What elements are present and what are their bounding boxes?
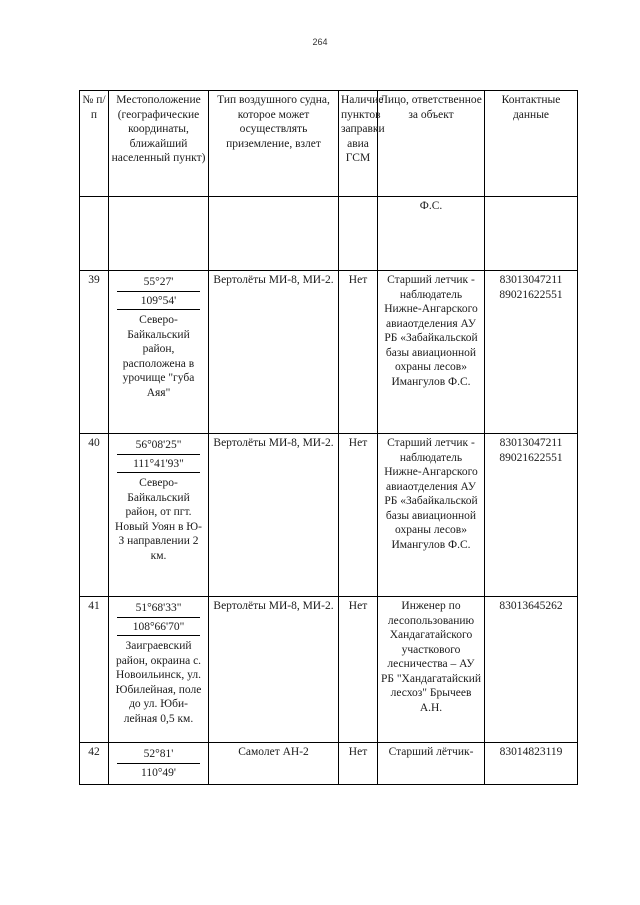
fuel-availability: Нет [339, 271, 378, 434]
page-number: 264 [312, 37, 328, 47]
aircraft-type: Самолет АН-2 [209, 743, 339, 785]
contact-phone: 83013047211 [499, 274, 563, 286]
contact-cell [485, 271, 578, 434]
aircraft-type: Вертолёты МИ-8, МИ-2. [209, 434, 339, 597]
contact-phone: 83014823119 [499, 746, 563, 758]
header-aircraft-type: Тип воздушного судна, которое может осуществлять приземление, взлет [209, 91, 339, 197]
responsible-person: Инженер по лесопользованию Хандагатайского участкового лесничества – АУ РБ "Хандагатайский лесхоз" Брычеев А.Н. [378, 597, 485, 743]
table-row [80, 434, 578, 597]
continuation-person: Ф.С. [378, 197, 485, 271]
location-cell [109, 434, 209, 597]
contact-cell [485, 743, 578, 785]
responsible-person: Старший лётчик- [378, 743, 485, 785]
header-person: Лицо, ответственное за объект [378, 91, 485, 197]
aircraft-type: Вертолёты МИ-8, МИ-2. [209, 597, 339, 743]
contact-phone: 89021622551 [499, 451, 563, 464]
row-num: 40 [80, 434, 109, 597]
longitude: 109°54' [117, 292, 200, 311]
responsible-person: Старший летчик - наблюдатель Нижне-Ангарского авиаотделения АУ РБ «Забайкальской базы авиационной охраны лесов» Имангулов Ф.С. [378, 434, 485, 597]
airfield-table [79, 90, 578, 785]
location-cell [109, 743, 209, 785]
table-row [80, 597, 578, 743]
aircraft-type: Вертолёты МИ-8, МИ-2. [209, 271, 339, 434]
fuel-availability: Нет [339, 434, 378, 597]
continuation-row [80, 197, 578, 271]
location-cell [109, 271, 209, 434]
table-row [80, 743, 578, 785]
latitude: 51°68'33" [117, 599, 200, 618]
place-description: Северо-Байкальский район, расположена в урочище "губа Аяя" [122, 314, 195, 399]
table-row [80, 271, 578, 434]
table-header-row [80, 91, 578, 197]
contact-phone: 89021622551 [499, 288, 563, 301]
fuel-availability: Нет [339, 743, 378, 785]
row-num: 41 [80, 597, 109, 743]
latitude: 52°81' [117, 745, 200, 764]
contact-phone: 83013047211 [499, 437, 563, 449]
latitude: 56°08'25" [117, 436, 200, 455]
contact-cell [485, 597, 578, 743]
place-description: Заиграевский район, окраина с. Новоильинск, ул. Юбилейная, поле до ул. Юби-лейная 0,5 км. [115, 640, 202, 725]
row-num: 39 [80, 271, 109, 434]
header-fuel: Наличие пунктов заправки авиа ГСМ [339, 91, 378, 197]
header-num: № п/ п [80, 91, 109, 197]
row-num: 42 [80, 743, 109, 785]
longitude: 111°41'93" [117, 455, 200, 474]
longitude: 110°49' [141, 766, 176, 779]
contact-phone: 83013645262 [499, 600, 563, 612]
responsible-person: Старший летчик - наблюдатель Нижне-Ангарского авиаотделения АУ РБ «Забайкальской базы авиационной охраны лесов» Имангулов Ф.С. [378, 271, 485, 434]
header-contacts: Контактные данные [485, 91, 578, 197]
location-cell [109, 597, 209, 743]
place-description: Северо-Байкальский район, от пгт. Новый Уоян в Ю-З направлении 2 км. [115, 477, 202, 562]
longitude: 108°66'70" [117, 618, 200, 637]
contact-cell [485, 434, 578, 597]
latitude: 55°27' [117, 273, 200, 292]
header-location: Местоположение (географические координаты, ближайший населенный пункт) [109, 91, 209, 197]
fuel-availability: Нет [339, 597, 378, 743]
